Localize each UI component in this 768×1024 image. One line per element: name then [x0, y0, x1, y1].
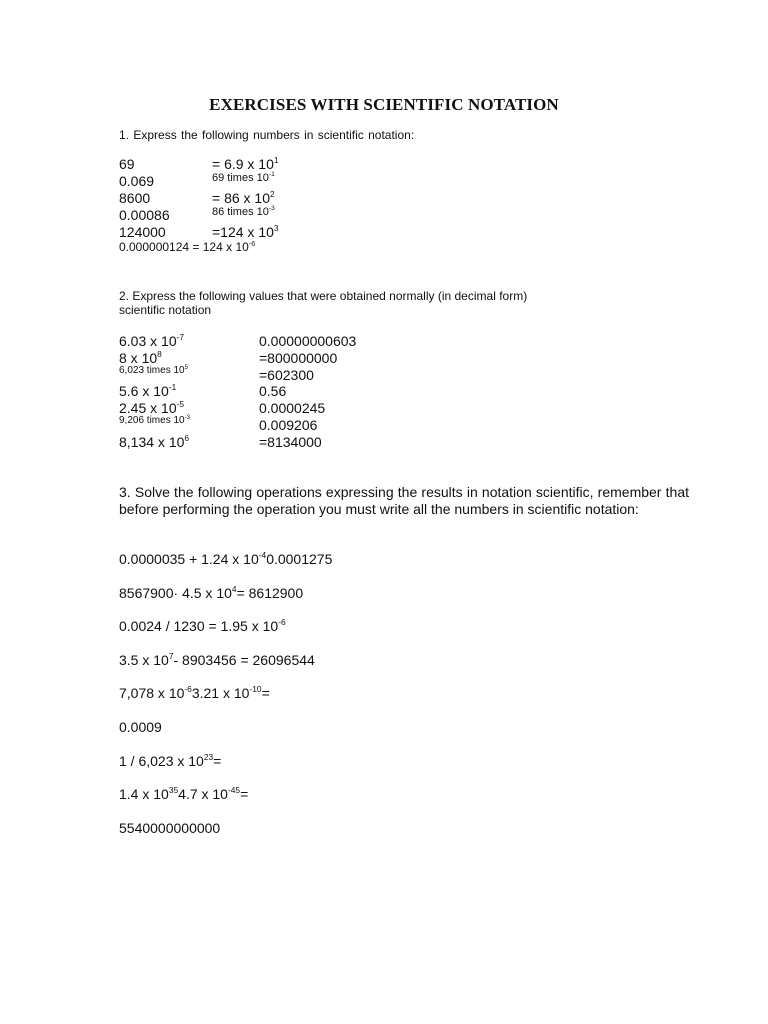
- s2-row2-right: =800000000: [259, 350, 338, 366]
- s3-line1: 0.0000035 + 1.24 x $10^{-4}0.0001275$: [119, 550, 333, 567]
- s2-row6-right: 0.009206: [259, 417, 318, 433]
- s3-line8: 1.4 x $10^{35}4.7$ x $10^{-45}=$: [119, 785, 249, 802]
- s1-row3-right: = 86 x $10^2$: [212, 189, 275, 206]
- section2-heading-line2: scientific notation: [119, 303, 212, 317]
- s2-row7-left: 8,134 x $10^6$: [119, 433, 190, 450]
- s3-line4: 3.5 x $10^7-$ 8903456 = 26096544: [119, 651, 315, 668]
- section2-heading-line1: 2. Express the following values that were obtained normally (in decimal form): [119, 289, 528, 303]
- s2-row6-left: 9,206 times $10^{-3}$: [119, 415, 190, 426]
- s3-line5: 7,078 x $10^{-6}3.21$ x $10^{-10}=$: [119, 684, 270, 701]
- s2-row7-right: =8134000: [259, 434, 322, 450]
- s1-row2-right: 69 times $10^{-1}$: [212, 171, 275, 184]
- s1-row3-left: 8600: [119, 190, 151, 206]
- s3-line9: 5540000000000: [119, 820, 221, 836]
- s1-row5-right: =124 x $10^3$: [212, 223, 279, 240]
- s3-line6: 0.0009: [119, 719, 162, 735]
- s2-row1-right: 0.00000000603: [259, 333, 357, 349]
- s2-row5-right: 0.0000245: [259, 400, 326, 416]
- s2-row2-left: 8 x $10^8$: [119, 349, 162, 366]
- s2-row1-left: 6.03 x $10^{-7}$: [119, 332, 185, 349]
- s1-row4-left: 0.00086: [119, 207, 170, 223]
- section3-heading: 3. Solve the following operations expressing the results in notation scientific, remember that before performing the operation you must write all the numbers in scientific notation:: [119, 484, 689, 517]
- section1-heading: 1. Express the following numbers in scientific notation:: [119, 128, 415, 142]
- s2-row4-right: 0.56: [259, 383, 287, 399]
- s1-row5-left: 124000: [119, 224, 166, 240]
- s3-line2: 8567900· 4.5 x $10^4= 8612900$: [119, 584, 304, 601]
- s1-row1-left: 69: [119, 156, 135, 172]
- s2-row4-left: 5.6 x $10^{-1}$: [119, 382, 177, 399]
- s1-row4-right: 86 times $10^{-3}$: [212, 205, 275, 218]
- s2-row5-left: 2.45 x $10^{-5}$: [119, 399, 185, 416]
- s1-row1-right: = 6.9 x $10^1$: [212, 155, 279, 172]
- s2-row3-right: =602300: [259, 367, 314, 383]
- page-title: EXERCISES WITH SCIENTIFIC NOTATION: [209, 95, 559, 114]
- s3-line3: 0.0024 / 1230 = 1.95 x $10^{-6}$: [119, 617, 286, 634]
- s2-row3-left: 6,023 times $10^5$: [119, 365, 188, 376]
- s1-last-line: 0.000000124 = 124 x $10^{-6}$: [119, 239, 256, 254]
- s1-row2-left: 0.069: [119, 173, 155, 189]
- s3-line7: 1 / 6,023 x $10^{23}=$: [119, 752, 222, 769]
